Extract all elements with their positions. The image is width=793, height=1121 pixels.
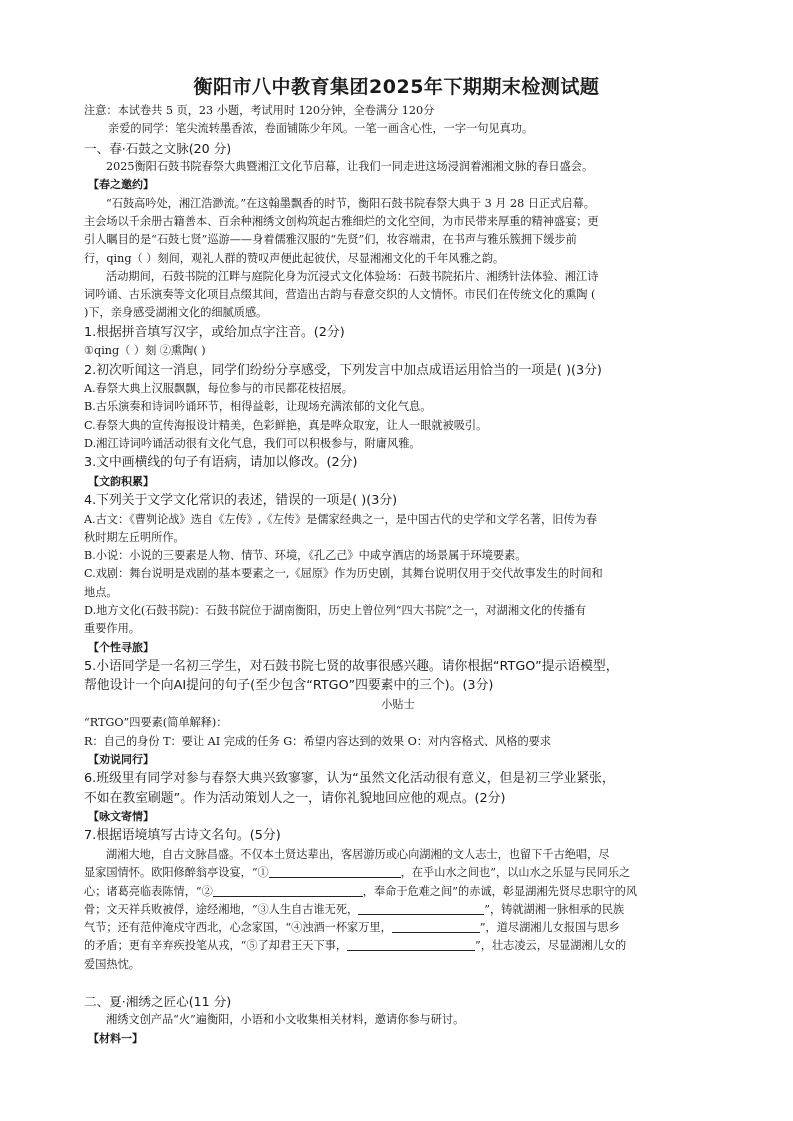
line-text: 显家国情怀。欧阳修醉翁亭设宴，“① (84, 866, 269, 880)
question-4-option-line: C.戏剧：舞台说明是戏剧的基本要素之一,《屈原》作为历史剧，其舞台说明仅用于交代故事发生的时间和 (84, 567, 603, 581)
line-text: 心；诸葛亮临表陈情，“② (84, 884, 213, 898)
question-4-stem: 4.下列关于文学文化常识的表述，错误的一项是( )(3分) (84, 493, 398, 509)
question-2-stem: 2.初次听闻这一消息，同学们纷纷分享感受，下列发言中加点成语运用恰当的一项是( )(3分) (84, 362, 602, 378)
poetry-passage-line (84, 901, 712, 919)
answer-blank-3[interactable] (358, 902, 484, 915)
poetry-passage-line: 湖湘大地，自古文脉昌盛。不仅本土贤达辈出，客居游历或心向湖湘的文人志士，也留下千古绝唱，尽 (106, 847, 610, 861)
question-7-stem: 7.根据语境填写古诗文名句。(5分) (84, 828, 281, 844)
question-2-option-b: B.古乐演奏和诗词吟诵环节，相得益彰，让现场充满浓郁的文化气息。 (84, 400, 432, 414)
poetry-passage-line (84, 883, 712, 901)
section-2-intro: 湘绣文创产品“火”遍衡阳，小语和小文收集相关材料，邀请你参与研讨。 (106, 1013, 465, 1027)
line-text: 的矛盾；更有辛弃疾投笔从戎，“⑤了却君王天下事， (84, 939, 348, 953)
poetry-passage-line (84, 919, 712, 937)
question-1-options: ①qing（ ）刻 ②熏陶( ) (84, 344, 206, 358)
spacer (84, 974, 712, 992)
section-1-heading: 一、春·石鼓之文脉(20 分) (84, 140, 232, 156)
passage-line: )下，亲身感受湖湘文化的细腻质感。 (84, 306, 268, 320)
tag-literature: 【文韵积累】 (88, 474, 154, 488)
line-text: ”，道尽湖湘儿女报国与思乡 (479, 921, 620, 935)
question-3-stem: 3.文中画横线的句子有语病，请加以修改。(2分) (84, 455, 358, 471)
passage-line: 引人瞩目的是“石鼓七贤”巡游——身着儒雅汉服的“先贤”们，妆容端肃，在书声与雅乐簇拥下缓步前 (84, 233, 577, 247)
question-2-option-a: A.春祭大典上汉服飘飘，每位参与的市民都花枝招展。 (84, 382, 353, 396)
question-6-stem: 6.班级里有同学对参与春祭大典兴致寥寥，认为“虽然文化活动很有意义，但是初三学业紧张， (84, 771, 615, 787)
question-4-option-line: D.地方文化(石鼓书院)：石鼓书院位于湖南衡阳，历史上曾位列“四大书院”之一，对湖湘文化的传播有 (84, 604, 587, 618)
answer-blank-5[interactable] (347, 938, 475, 951)
question-4-option-line: 重要作用。 (84, 622, 140, 636)
line-text: ”，铸就湖湘一脉相承的民族 (484, 902, 625, 916)
exam-content (84, 102, 712, 1048)
question-6-stem: 不如在教室刷题”。作为活动策划人之一，请你礼貌地回应他的观点。(2分) (84, 790, 506, 806)
answer-blank-1[interactable] (269, 865, 401, 878)
passage-line: 词吟诵、古乐演奏等文化项目点缀其间，营造出古韵与春意交织的人文情怀。市民们在传统文化的熏陶 ( (84, 288, 596, 302)
page-title: 衡阳市八中教育集团2025年下期期末检测试题 (193, 76, 600, 98)
tag-poetry: 【咏文寄情】 (88, 810, 154, 824)
passage-line: 行，qing（ ）刻间，观礼人群的赞叹声便此起彼伏，尽显湘湘文化的千年风雅之韵。 (84, 251, 505, 265)
line-text: ，奉命于危难之间”的赤诚，彰显湖湘先贤尽忠职守的风 (362, 884, 638, 898)
question-4-option-line: 秋时期左丘明所作。 (84, 530, 185, 544)
question-2-option-d: D.湘江诗词吟诵活动很有文化气息，我们可以积极参与，附庸风雅。 (84, 436, 421, 450)
poetry-passage-line: 爱国热忱。 (84, 957, 140, 971)
line-text: ，在乎山水之间也”，以山水之乐显与民同乐之 (400, 866, 631, 880)
question-1-stem: 1.根据拼音填写汉字，或给加点字注音。(2分) (84, 324, 345, 340)
passage-line: 主会场以千余册古籍善本、百余种湘绣文创构筑起古雅细烂的文化空间，为市民带来厚重的精神盛宴；更 (84, 214, 599, 228)
tip-body: R：自己的身份 T：要让 AI 完成的任务 G：希望内容达到的效果 O：对内容格式、风格的要求 (84, 734, 552, 748)
question-5-stem: 帮他设计一个向AI提问的句子(至少包含“RTGO”四要素中的三个)。(3分) (84, 678, 494, 694)
tag-persuade: 【劝说同行】 (88, 752, 154, 766)
question-4-option-line: B.小说：小说的三要素是人物、情节、环境，《孔乙己》中咸亨酒店的场景属于环境要素。 (84, 549, 527, 563)
line-text: 骨；文天祥兵败被俘，途经湘地，“③人生自古谁无死， (84, 902, 359, 916)
line-text: ”，壮志凌云，尽显湖湘儿女的 (475, 939, 627, 953)
poetry-passage-line (84, 864, 712, 882)
tag-invite: 【春之邀约】 (88, 178, 154, 192)
question-4-option-line: 地点。 (84, 585, 118, 599)
section-2-heading: 二、夏·湘绣之匠心(11 分) (84, 993, 232, 1009)
question-4-option-line: A.古文：《曹刿论战》选自《左传》,《左传》是儒家经典之一，是中国古代的史学和文学名著，旧传为春 (84, 512, 598, 526)
tip-heading: “RTGO”四要素(简单解释)： (84, 716, 228, 730)
answer-blank-2[interactable] (213, 884, 363, 897)
poetry-passage-line (84, 937, 712, 955)
exam-notice: 注意：本试卷共 5 页，23 小题，考试用时 120分钟，全卷满分 120分 (84, 104, 435, 117)
greeting-text: 亲爱的同学：笔尖流转墨香浓，卷面铺陈少年风。一笔一画含心性，一字一句见真功。 (108, 122, 534, 136)
tip-title: 小贴士 (381, 697, 415, 711)
tag-material-1: 【材料一】 (88, 1031, 143, 1045)
tag-explore: 【个性寻旅】 (88, 640, 154, 654)
passage-line: 活动期间，石鼓书院的江畔与庭院化身为沉浸式文化体验场：石鼓书院拓片、湘绣针法体验、湘江诗 (106, 269, 599, 283)
line-text: 气节；还有范仲淹戍守西北，心念家国，“④浊酒一杯家万里， (84, 921, 392, 935)
question-2-option-c: C.春祭大典的宣传海报设计精美，色彩鲜艳，真是哗众取宠，让人一眼就被吸引。 (84, 418, 488, 432)
answer-blank-4[interactable] (392, 920, 480, 933)
question-5-stem: 5.小语同学是一名初三学生，对石鼓书院七贤的故事很感兴趣。请你根据“RTGO”提示语模型， (84, 658, 619, 674)
passage-line: “石鼓高吟处，湘江浩渺流。”在这翰墨飘香的时节，衡阳石鼓书院春祭大典于 3 月 28 日正式启幕。 (106, 196, 595, 210)
section-1-intro: 2025衡阳石鼓书院春祭大典暨湘江文化节启幕，让我们一同走进这场浸润着湘湘文脉的春日盛会。 (106, 160, 594, 174)
